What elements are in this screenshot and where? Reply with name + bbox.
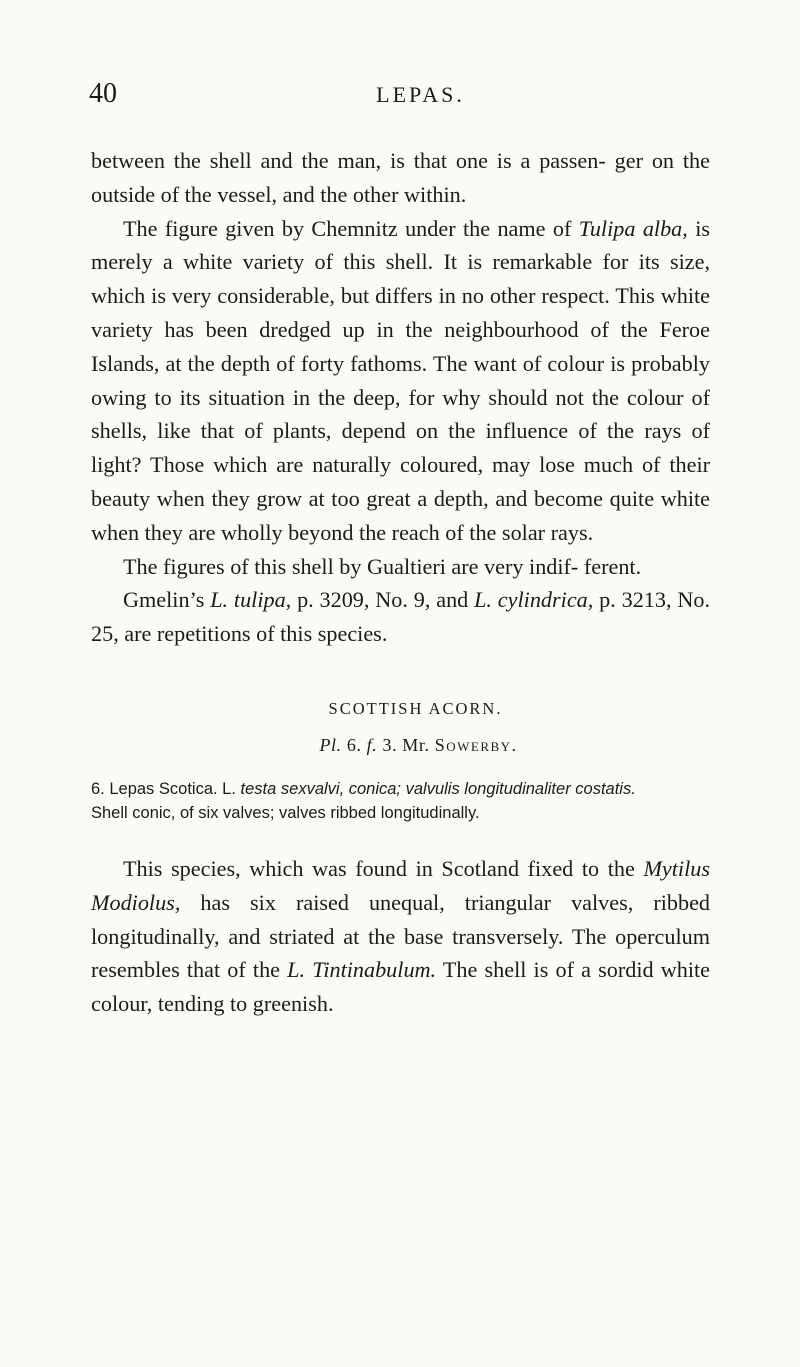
- page-number: 40: [89, 78, 117, 109]
- text-run: p. 3209, No. 9, and: [297, 587, 469, 613]
- species-number-name: 6. Lepas Scotica. L.: [91, 779, 236, 798]
- species-heading: [91, 698, 710, 757]
- paragraph-gualtieri: The figures of this shell by Gualtieri are very indif- ferent.: [123, 553, 642, 579]
- author-title: Mr.: [402, 734, 430, 755]
- paragraph-continuation: between the shell and the man, is that one is a passen- ger on the outside of the vessel, and the other within.: [91, 148, 710, 207]
- text-run: This species, which was found in Scotland fixed to the: [123, 855, 635, 881]
- figure-label: f.: [366, 734, 378, 755]
- latin-diagnosis: [91, 777, 710, 801]
- text-run: Gmelin’s: [123, 587, 205, 613]
- paragraph-scottish-acorn: [91, 852, 710, 1021]
- text-run: The figure given by Chemnitz under the name of: [123, 215, 572, 241]
- latin-text: testa sexvalvi, conica; valvulis longitudinaliter costatis.: [240, 779, 636, 798]
- species-title: SCOTTISH ACORN.: [328, 698, 503, 718]
- text-run: p. 3213, No. 25, are repetitions of this species.: [91, 587, 711, 647]
- page-content: [91, 78, 710, 1021]
- plate-reference: [91, 733, 710, 757]
- page-header: [91, 78, 710, 114]
- text-run: is merely a white variety of this shell. It is remarkable for its size, which is very considerable, but differs in no other respect. This white variety has been dredged up in the neighbourhood of the Feroe Islands, at the depth of forty fathoms. The want of colour is probably owing to its situation in the deep, for why should not the colour of shells, like that of plants, depend on the influence of the rays of light? Those which are naturally coloured, may lose much of their beauty when they grow at too great a depth, and become quite white when they are wholly beyond the reach of the solar rays.: [91, 215, 710, 545]
- italic-taxon: Tulipa alba,: [578, 215, 688, 241]
- species-description: [91, 777, 710, 825]
- running-head: LEPAS.: [376, 82, 465, 107]
- plate-label: Pl.: [319, 734, 342, 755]
- italic-taxon: L. cylindrica,: [474, 587, 594, 613]
- figure-number: 3.: [382, 734, 398, 755]
- paragraph-white-variety: [91, 212, 710, 550]
- italic-taxon: Mytilus Modiolus,: [91, 855, 710, 915]
- plate-number: 6.: [346, 734, 362, 755]
- paragraph-gmelin: [91, 583, 710, 651]
- author-name: Sowerby.: [434, 734, 518, 755]
- italic-taxon: L. tulipa,: [210, 587, 292, 613]
- italic-taxon: L. Tintinabulum.: [287, 957, 437, 983]
- english-diagnosis: Shell conic, of six valves; valves ribbed longitudinally.: [91, 803, 480, 822]
- text-run: has six raised unequal, triangular valves, ribbed longitudinally, and striated at the base transversely. The operculum resembles that of the: [91, 889, 711, 983]
- text-run: The shell is of a sordid white colour, tending to greenish.: [91, 957, 711, 1017]
